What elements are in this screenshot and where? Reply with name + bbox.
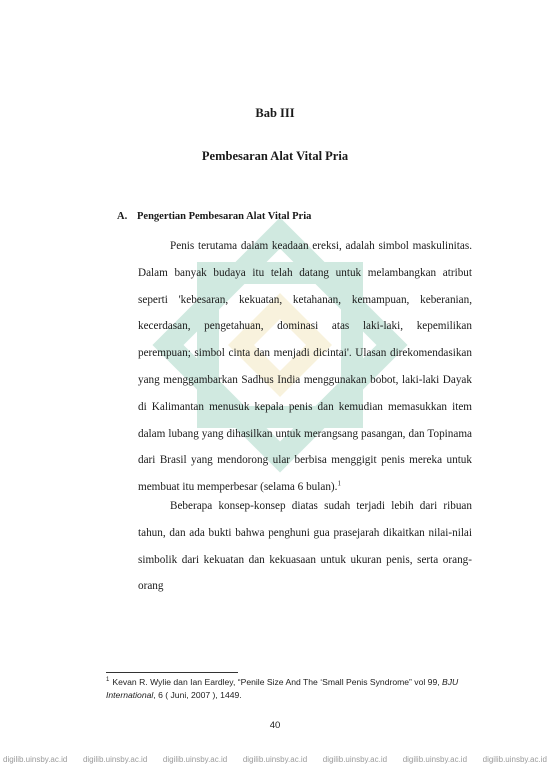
footer-watermark-text: digilib.uinsby.ac.id xyxy=(402,755,468,764)
paragraph-text: Beberapa konsep-konsep diatas sudah terjadi lebih dari ribuan tahun, dan ada bukti bahwa penghuni gua prasejarah dikaitkan nilai-nilai simbolik dari kekuatan dan kekuasaan untuk ukuran penis, serta orang-orang xyxy=(138,500,472,593)
section-marker: A. xyxy=(117,211,128,222)
body-paragraph xyxy=(138,493,472,600)
footnote-text: Kevan R. Wylie dan Ian Eardley, “Penile Size And The ‘Small Penis Syndrome” vol 99, xyxy=(112,677,443,687)
footnote-journal: BJU International xyxy=(106,677,459,700)
footer-watermark-text: digilib.uinsby.ac.id xyxy=(162,755,228,764)
paragraph-text: Penis terutama dalam keadaan ereksi, adalah simbol maskulinitas. Dalam banyak budaya itu telah datang untuk melambangkan atribut seperti 'kebesaran, kekuatan, ketahanan, kemampuan, keberanian, kecerdasan, pengetahuan, dominasi atas laki-laki, kepemilikan perempuan; simbol cinta dan menjadi dicintai'. Ulasan direkomendasikan yang menggambarkan Sadhus India menggunakan bobot, laki-laki Dayak di Kalimantan menusuk kepala penis dan kemudian memasukkan item dalam lubang yang dihasilkan untuk merangsang pasangan, dan Topinama dari Brasil yang mendorong ular berbisa menggigit penis mereka untuk membuat itu memperbesar (selama 6 bulan). xyxy=(138,240,472,494)
footer-watermark-text: digilib.uinsby.ac.id xyxy=(482,755,547,764)
body-paragraph xyxy=(138,233,472,501)
section-heading-text: Pengertian Pembesaran Alat Vital Pria xyxy=(137,211,312,222)
page-number: 40 xyxy=(269,720,281,731)
footer-watermark-text: digilib.uinsby.ac.id xyxy=(82,755,148,764)
footnote xyxy=(106,676,478,701)
footnote-text-end: , 6 ( Juni, 2007 ), 1449. xyxy=(153,689,242,700)
section-heading xyxy=(117,211,311,222)
footer-watermark-text: digilib.uinsby.ac.id xyxy=(322,755,388,764)
footnote-number: 1 xyxy=(106,677,110,684)
footer-watermark xyxy=(0,755,550,764)
footnote-reference[interactable]: 1 xyxy=(337,479,341,488)
chapter-label: Bab III xyxy=(255,106,295,120)
chapter-title: Pembesaran Alat Vital Pria xyxy=(201,149,349,163)
footer-watermark-text: digilib.uinsby.ac.id xyxy=(242,755,308,764)
footnote-divider xyxy=(106,672,238,673)
footer-watermark-text: digilib.uinsby.ac.id xyxy=(3,755,68,764)
